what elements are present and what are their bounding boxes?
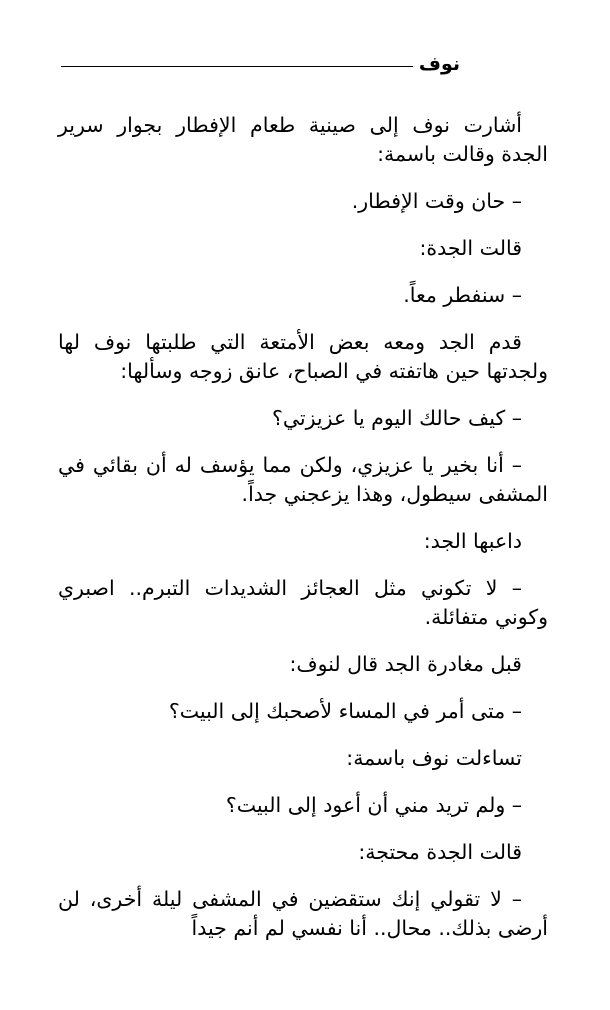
paragraph-14: قالت الجدة محتجة: xyxy=(358,840,522,864)
paragraph-12: تساءلت نوف باسمة: xyxy=(346,746,522,770)
paragraph-15: – لا تقولي إنك ستقضين في المشفى ليلة أخرى، لن أرضى بذلك.. محال.. أنا نفسي لم أنم جيداً xyxy=(58,887,548,940)
paragraph-5: قدم الجد ومعه بعض الأمتعة التي طلبتها نوف لها ولجدتها حين هاتفته في الصباح، عانق زوجه وسألها: xyxy=(58,330,548,383)
paragraph-3: قالت الجدة: xyxy=(419,236,522,260)
running-header xyxy=(60,52,460,76)
body-text xyxy=(58,111,548,961)
paragraph-1: أشارت نوف إلى صينية طعام الإفطار بجوار سرير الجدة وقالت باسمة: xyxy=(58,113,548,166)
paragraph-13: – ولم تريد مني أن أعود إلى البيت؟ xyxy=(225,793,522,817)
paragraph-6: – كيف حالك اليوم يا عزيزتي؟ xyxy=(271,406,522,430)
paragraph-2: – حان وقت الإفطار. xyxy=(351,189,522,213)
header-rule xyxy=(61,66,413,67)
paragraph-9: – لا تكوني مثل العجائز الشديدات التبرم.. اصبري وكوني متفائلة. xyxy=(58,576,548,629)
paragraph-10: قبل مغادرة الجد قال لنوف: xyxy=(289,652,522,676)
paragraph-11: – متى أمر في المساء لأصحبك إلى البيت؟ xyxy=(168,699,522,723)
paragraph-4: – سنفطر معاً. xyxy=(403,283,522,307)
chapter-title: نوف xyxy=(418,53,460,75)
paragraph-7: – أنا بخير يا عزيزي، ولكن مما يؤسف له أن بقائي في المشفى سيطول، وهذا يزعجني جداً. xyxy=(58,453,548,506)
paragraph-8: داعبها الجد: xyxy=(423,529,522,553)
